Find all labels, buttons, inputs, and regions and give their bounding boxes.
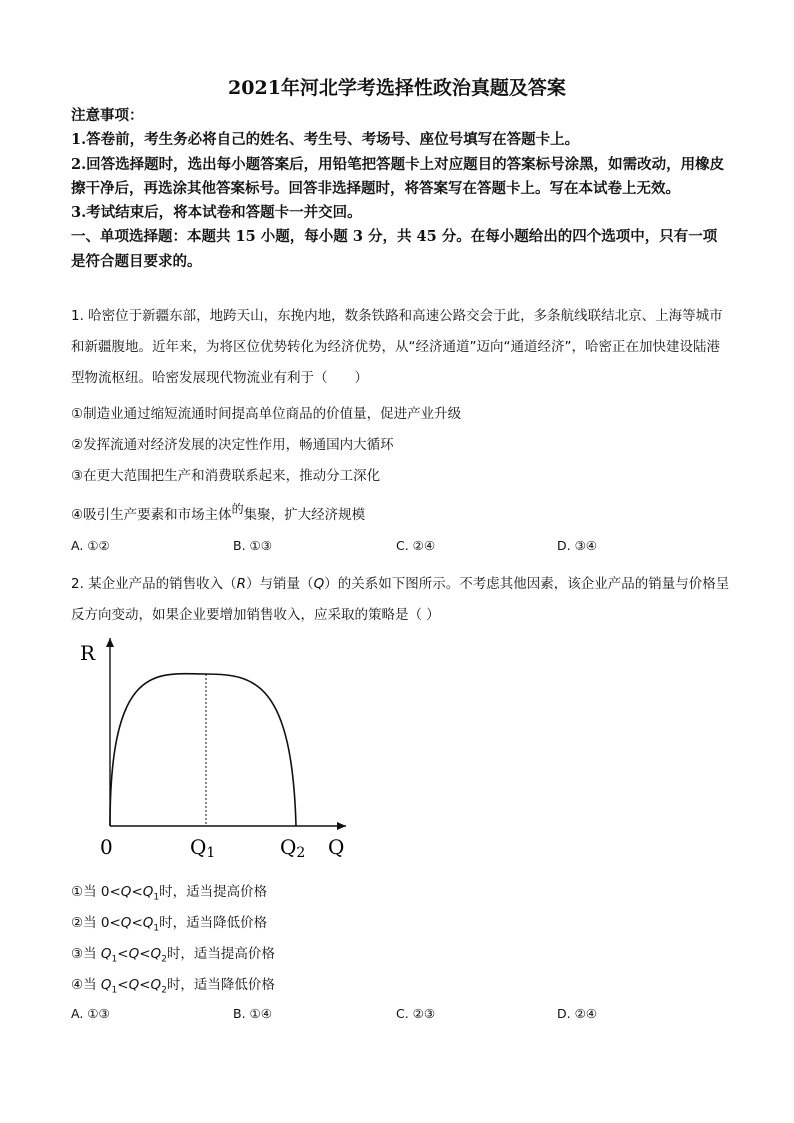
section-heading: 一、单项选择题：本题共 15 小题，每小题 3 分，共 45 分。在每小题给出的四个选项中，只有一项是符合题目要求的。 xyxy=(71,228,718,270)
notes-heading: 注意事项： xyxy=(71,107,144,124)
revenue-quantity-graph xyxy=(70,630,370,870)
q1-choice-b: B. ①③ xyxy=(233,538,272,553)
q1-option-4: ④吸引生产要素和市场主体的集聚，扩大经济规模 xyxy=(71,502,366,523)
q2-choice-a: A. ①③ xyxy=(71,1006,110,1021)
q1-option-2: ②发挥流通对经济发展的决定性作用，畅通国内大循环 xyxy=(71,437,394,453)
q1-choice-a: A. ①② xyxy=(71,538,110,553)
revenue-curve xyxy=(110,674,296,826)
q2-option-1: ①当 $0<Q<Q_1$时，适当提高价格 xyxy=(71,884,268,903)
question-2-stem: 2. 某企业产品的销售收入（R）与销量（Q）的关系如下图所示。不考虑其他因素，该企业产品的销量与价格呈反方向变动，如果企业要增加销售收入，应采取的策略是（ ） xyxy=(71,576,730,623)
notes-item-2: 2.回答选择题时，选出每小题答案后，用铅笔把答题卡上对应题目的答案标号涂黑，如需改动，用橡皮擦干净后，再选涂其他答案标号。回答非选择题时，将答案写在答题卡上。写在本试卷上无效。 xyxy=(71,155,725,197)
q2-label: Q2 xyxy=(280,835,306,861)
y-axis-label: R xyxy=(80,641,96,665)
origin-label: 0 xyxy=(100,835,113,859)
q2-choice-b: B. ①④ xyxy=(233,1006,272,1021)
q2-option-2: ②当 $0<Q<Q_1$时，适当降低价格 xyxy=(71,915,268,934)
page-title: 2021年河北学考选择性政治真题及答案 xyxy=(228,77,566,99)
q2-choice-c: C. ②③ xyxy=(396,1006,436,1021)
question-1-stem: 1. 哈密位于新疆东部，地跨天山，东挽内地，数条铁路和高速公路交会于此，多条航线联结北京、上海等城市和新疆腹地。近年来，为将区位优势转化为经济优势，从“经济通道”迈向“通道经济”，哈密正在加快建设陆港型物流枢纽。哈密发展现代物流业有利于（ ） xyxy=(71,308,723,386)
q2-option-3: ③当 $Q_1<Q<Q_2$时，适当提高价格 xyxy=(71,946,275,965)
q1-label: Q1 xyxy=(190,835,216,861)
q2-choice-d: D. ②④ xyxy=(557,1006,597,1021)
q1-option-1: ①制造业通过缩短流通时间提高单位商品的价值量，促进产业升级 xyxy=(71,406,462,422)
q1-choice-c: C. ②④ xyxy=(396,538,436,553)
x-axis-label: Q xyxy=(328,835,345,859)
q1-option-3: ③在更大范围把生产和消费联系起来，推动分工深化 xyxy=(71,468,381,484)
q2-option-4: ④当 $Q_1<Q<Q_2$时，适当降低价格 xyxy=(71,977,275,996)
notes-item-3: 3.考试结束后，将本试卷和答题卡一并交回。 xyxy=(71,204,362,222)
exam-notes xyxy=(71,104,731,274)
q1-choice-d: D. ③④ xyxy=(557,538,597,553)
notes-item-1: 1.答卷前，考生务必将自己的姓名、考生号、考场号、座位号填写在答题卡上。 xyxy=(71,131,580,149)
